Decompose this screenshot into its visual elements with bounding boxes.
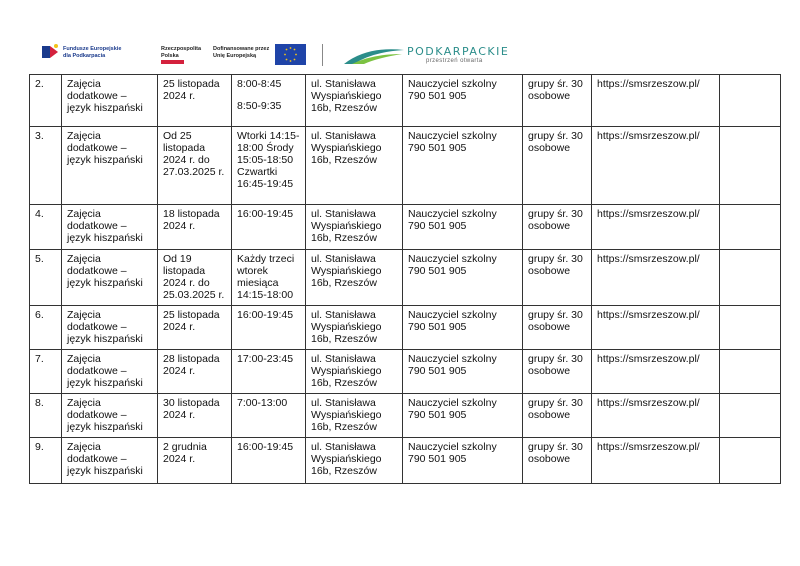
time-line: 7:00-13:00 bbox=[237, 397, 288, 409]
extra-cell bbox=[720, 250, 781, 306]
url-cell: https://smsrzeszow.pl/ bbox=[592, 438, 720, 484]
group-cell: grupy śr. 30 osobowe bbox=[523, 394, 592, 438]
url-cell: https://smsrzeszow.pl/ bbox=[592, 394, 720, 438]
row-number: 2. bbox=[30, 75, 62, 127]
place-cell: ul. Stanisława Wyspiańskiego 16b, Rzeszów bbox=[306, 205, 403, 250]
time-cell bbox=[232, 250, 306, 306]
extra-cell bbox=[720, 394, 781, 438]
group-cell: grupy śr. 30 osobowe bbox=[523, 306, 592, 350]
activity-cell: Zajęcia dodatkowe – język hiszpański bbox=[62, 127, 158, 205]
row-number: 7. bbox=[30, 350, 62, 394]
table-row bbox=[30, 394, 781, 438]
podkarpackie-logo-icon bbox=[342, 42, 412, 66]
header-logos bbox=[0, 0, 800, 70]
date-cell: 25 listopada 2024 r. bbox=[158, 75, 232, 127]
row-number: 8. bbox=[30, 394, 62, 438]
extra-cell bbox=[720, 127, 781, 205]
schedule-table bbox=[29, 74, 781, 484]
teacher-cell: Nauczyciel szkolny 790 501 905 bbox=[403, 350, 523, 394]
date-cell: 2 grudnia 2024 r. bbox=[158, 438, 232, 484]
date-cell: 18 listopada 2024 r. bbox=[158, 205, 232, 250]
table-row bbox=[30, 250, 781, 306]
place-cell: ul. Stanisława Wyspiańskiego 16b, Rzeszów bbox=[306, 350, 403, 394]
time-cell bbox=[232, 350, 306, 394]
group-cell: grupy śr. 30 osobowe bbox=[523, 250, 592, 306]
activity-cell: Zajęcia dodatkowe – język hiszpański bbox=[62, 205, 158, 250]
group-cell: grupy śr. 30 osobowe bbox=[523, 75, 592, 127]
time-cell bbox=[232, 394, 306, 438]
row-number: 9. bbox=[30, 438, 62, 484]
schedule-body bbox=[30, 75, 781, 484]
time-cell bbox=[232, 205, 306, 250]
teacher-cell: Nauczyciel szkolny 790 501 905 bbox=[403, 306, 523, 350]
eu-text bbox=[213, 46, 269, 59]
time-cell bbox=[232, 75, 306, 127]
teacher-cell: Nauczyciel szkolny 790 501 905 bbox=[403, 438, 523, 484]
time-line: 8:00-8:45 bbox=[237, 78, 282, 90]
time-line: Wtorki 14:15-18:00 Środy 15:05-18:50 Czwartki 16:45-19:45 bbox=[237, 130, 300, 190]
time-line: 16:00-19:45 bbox=[237, 208, 294, 220]
fe-text-line: Fundusze Europejskie bbox=[63, 46, 122, 52]
activity-cell: Zajęcia dodatkowe – język hiszpański bbox=[62, 250, 158, 306]
time-cell bbox=[232, 438, 306, 484]
time-line: 16:00-19:45 bbox=[237, 309, 294, 321]
pl-text bbox=[161, 46, 201, 59]
teacher-cell: Nauczyciel szkolny 790 501 905 bbox=[403, 127, 523, 205]
table-row bbox=[30, 127, 781, 205]
extra-cell bbox=[720, 350, 781, 394]
activity-cell: Zajęcia dodatkowe – język hiszpański bbox=[62, 306, 158, 350]
table-row bbox=[30, 75, 781, 127]
podkarpackie-name: PODKARPACKIE bbox=[407, 45, 510, 58]
url-cell: https://smsrzeszow.pl/ bbox=[592, 250, 720, 306]
date-cell: 30 listopada 2024 r. bbox=[158, 394, 232, 438]
pl-text-line: Rzeczpospolita bbox=[161, 46, 202, 52]
activity-cell: Zajęcia dodatkowe – język hiszpański bbox=[62, 394, 158, 438]
header-divider bbox=[322, 44, 323, 66]
url-cell: https://smsrzeszow.pl/ bbox=[592, 127, 720, 205]
url-cell: https://smsrzeszow.pl/ bbox=[592, 205, 720, 250]
time-line: 17:00-23:45 bbox=[237, 353, 294, 365]
date-cell: 25 listopada 2024 r. bbox=[158, 306, 232, 350]
pl-flag-icon bbox=[161, 60, 184, 64]
activity-cell: Zajęcia dodatkowe – język hiszpański bbox=[62, 350, 158, 394]
place-cell: ul. Stanisława Wyspiańskiego 16b, Rzeszów bbox=[306, 438, 403, 484]
teacher-cell: Nauczyciel szkolny 790 501 905 bbox=[403, 250, 523, 306]
group-cell: grupy śr. 30 osobowe bbox=[523, 127, 592, 205]
date-cell: Od 25 listopada 2024 r. do 27.03.2025 r. bbox=[158, 127, 232, 205]
eu-text-line: Dofinansowane przez bbox=[213, 46, 270, 52]
time-cell bbox=[232, 306, 306, 350]
teacher-cell: Nauczyciel szkolny 790 501 905 bbox=[403, 75, 523, 127]
place-cell: ul. Stanisława Wyspiańskiego 16b, Rzeszów bbox=[306, 75, 403, 127]
fe-text bbox=[63, 46, 121, 59]
activity-cell: Zajęcia dodatkowe – język hiszpański bbox=[62, 438, 158, 484]
time-gap bbox=[237, 90, 300, 100]
time-line: 8:50-9:35 bbox=[237, 100, 282, 112]
table-row bbox=[30, 438, 781, 484]
group-cell: grupy śr. 30 osobowe bbox=[523, 438, 592, 484]
url-cell: https://smsrzeszow.pl/ bbox=[592, 75, 720, 127]
place-cell: ul. Stanisława Wyspiańskiego 16b, Rzeszów bbox=[306, 394, 403, 438]
time-cell bbox=[232, 127, 306, 205]
activity-cell: Zajęcia dodatkowe – język hiszpański bbox=[62, 75, 158, 127]
extra-cell bbox=[720, 75, 781, 127]
teacher-cell: Nauczyciel szkolny 790 501 905 bbox=[403, 394, 523, 438]
pl-text-line: Polska bbox=[161, 52, 179, 59]
row-number: 3. bbox=[30, 127, 62, 205]
group-cell: grupy śr. 30 osobowe bbox=[523, 350, 592, 394]
row-number: 4. bbox=[30, 205, 62, 250]
extra-cell bbox=[720, 306, 781, 350]
place-cell: ul. Stanisława Wyspiańskiego 16b, Rzeszów bbox=[306, 250, 403, 306]
time-line: 16:00-19:45 bbox=[237, 441, 294, 453]
table-row bbox=[30, 350, 781, 394]
date-cell: Od 19 listopada 2024 r. do 25.03.2025 r. bbox=[158, 250, 232, 306]
fe-logo-icon bbox=[40, 42, 62, 62]
row-number: 6. bbox=[30, 306, 62, 350]
group-cell: grupy śr. 30 osobowe bbox=[523, 205, 592, 250]
table-row bbox=[30, 306, 781, 350]
time-line: Każdy trzeci wtorek miesiąca 14:15-18:00 bbox=[237, 253, 295, 301]
teacher-cell: Nauczyciel szkolny 790 501 905 bbox=[403, 205, 523, 250]
date-cell: 28 listopada 2024 r. bbox=[158, 350, 232, 394]
url-cell: https://smsrzeszow.pl/ bbox=[592, 350, 720, 394]
place-cell: ul. Stanisława Wyspiańskiego 16b, Rzeszów bbox=[306, 306, 403, 350]
row-number: 5. bbox=[30, 250, 62, 306]
table-row bbox=[30, 205, 781, 250]
url-cell: https://smsrzeszow.pl/ bbox=[592, 306, 720, 350]
podkarpackie-subtitle: przestrzeń otwarta bbox=[426, 58, 483, 64]
extra-cell bbox=[720, 205, 781, 250]
place-cell: ul. Stanisława Wyspiańskiego 16b, Rzeszów bbox=[306, 127, 403, 205]
eu-text-line: Unię Europejską bbox=[213, 52, 257, 59]
extra-cell bbox=[720, 438, 781, 484]
eu-flag-icon bbox=[275, 44, 306, 65]
fe-text-line: dla Podkarpacia bbox=[63, 52, 106, 59]
